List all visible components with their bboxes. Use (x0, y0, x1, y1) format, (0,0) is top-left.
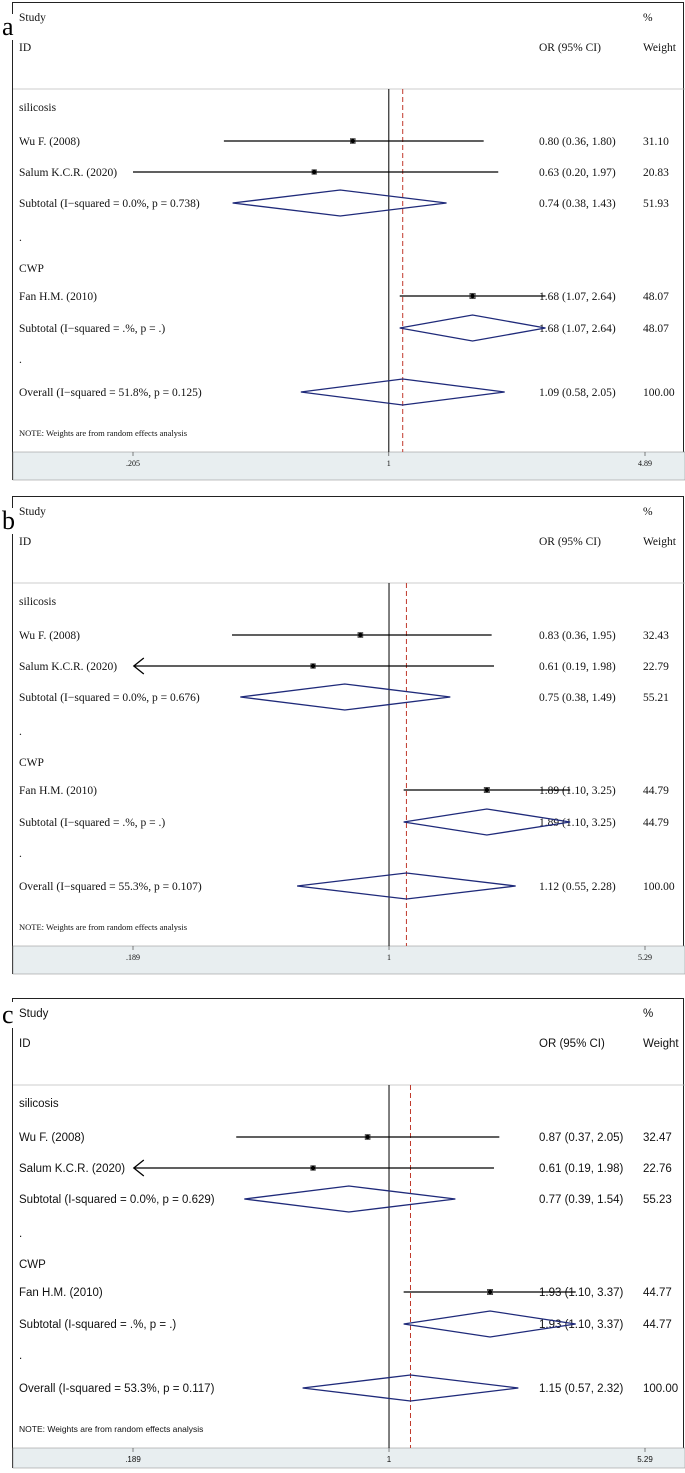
axis-band (13, 1448, 685, 1468)
x-tick-label: 1 (387, 953, 392, 962)
panel-label-b: b (2, 506, 15, 535)
x-tick-label: 5.29 (638, 953, 652, 962)
forest-plot-c (12, 998, 684, 1468)
weight-value: 100.00 (643, 1383, 679, 1395)
row-label-dot: . (19, 354, 22, 366)
weight-value: 22.79 (643, 661, 669, 673)
header-percent: % (643, 506, 653, 518)
or-ci-value: 0.63 (0.20, 1.97) (539, 167, 616, 179)
or-ci-value: 0.83 (0.36, 1.95) (539, 630, 616, 642)
row-label-dot: . (19, 1228, 23, 1240)
row-label-overall: Overall (I-squared = 53.3%, p = 0.117) (19, 1383, 215, 1395)
row-label-dot: . (19, 848, 22, 860)
or-ci-value: 1.68 (1.07, 2.64) (539, 323, 616, 335)
weight-value: 48.07 (643, 323, 669, 335)
x-tick-label: 1 (386, 1455, 392, 1464)
row-label-subtotal: Subtotal (I−squared = 0.0%, p = 0.738) (19, 198, 200, 210)
x-tick-label: .189 (126, 953, 140, 962)
header-weight: Weight (643, 1038, 679, 1050)
row-label-overall: Overall (I−squared = 55.3%, p = 0.107) (19, 881, 202, 893)
panel-label-a: a (2, 12, 14, 41)
row-label-study: Wu F. (2008) (19, 630, 80, 642)
forest-plot-a (12, 2, 684, 480)
header-id: ID (19, 1038, 31, 1050)
point-estimate-dot (358, 633, 362, 637)
or-ci-value: 0.61 (0.19, 1.98) (539, 661, 616, 673)
forest-svg (13, 497, 685, 975)
subtotal-diamond (240, 684, 450, 710)
panel-label-c: c (2, 1000, 14, 1029)
row-label-group: silicosis (19, 1098, 59, 1110)
or-ci-value: 1.09 (0.58, 2.05) (539, 387, 616, 399)
row-label-group: CWP (19, 757, 44, 769)
point-estimate-dot (312, 170, 316, 174)
or-ci-value: 1.93 (1.10, 3.37) (539, 1287, 624, 1299)
weight-value: 22.76 (643, 1163, 672, 1175)
row-label-dot: . (19, 726, 22, 738)
or-ci-value: 1.89 (1.10, 3.25) (539, 785, 616, 797)
row-label-dot: . (19, 232, 22, 244)
header-or-ci: OR (95% CI) (539, 42, 601, 54)
header-study: Study (19, 12, 46, 24)
or-ci-value: 1.68 (1.07, 2.64) (539, 291, 616, 303)
point-estimate-dot (488, 1290, 492, 1294)
row-label-subtotal: Subtotal (I-squared = .%, p = .) (19, 1319, 177, 1331)
header-id: ID (19, 536, 32, 548)
weight-value: 20.83 (643, 167, 669, 179)
weight-value: 31.10 (643, 136, 669, 148)
weights-note: NOTE: Weights are from random effects analysis (19, 428, 188, 438)
weight-value: 100.00 (643, 387, 675, 399)
row-label-overall: Overall (I−squared = 51.8%, p = 0.125) (19, 387, 202, 399)
row-label-study: Fan H.M. (2010) (19, 291, 97, 303)
header-study: Study (19, 1008, 49, 1020)
row-label-group: silicosis (19, 596, 57, 608)
row-label-group: silicosis (19, 102, 57, 114)
point-estimate-dot (351, 139, 355, 143)
row-label-subtotal: Subtotal (I−squared = .%, p = .) (19, 323, 166, 335)
weight-value: 44.79 (643, 817, 669, 829)
x-tick-label: .189 (125, 1455, 141, 1464)
x-tick-label: 4.89 (638, 459, 652, 468)
row-label-study: Fan H.M. (2010) (19, 1287, 103, 1299)
row-label-study: Salum K.C.R. (2020) (19, 1163, 126, 1175)
point-estimate-dot (311, 1166, 315, 1170)
weight-value: 32.43 (643, 630, 669, 642)
row-label-group: CWP (19, 263, 44, 275)
header-study: Study (19, 506, 46, 518)
row-label-study: Wu F. (2008) (19, 1132, 85, 1144)
or-ci-value: 0.87 (0.37, 2.05) (539, 1132, 624, 1144)
weight-value: 51.93 (643, 198, 669, 210)
or-ci-value: 1.15 (0.57, 2.32) (539, 1383, 624, 1395)
or-ci-value: 0.61 (0.19, 1.98) (539, 1163, 624, 1175)
subtotal-diamond (233, 190, 447, 216)
row-label-study: Salum K.C.R. (2020) (19, 661, 118, 673)
point-estimate-dot (485, 788, 489, 792)
header-or-ci: OR (95% CI) (539, 1038, 605, 1050)
weights-note: NOTE: Weights are from random effects analysis (19, 1424, 204, 1434)
subtotal-diamond (244, 1186, 455, 1212)
axis-band (13, 452, 685, 480)
weight-value: 32.47 (643, 1132, 672, 1144)
x-tick-label: 5.29 (637, 1455, 653, 1464)
or-ci-value: 1.12 (0.55, 2.28) (539, 881, 616, 893)
header-percent: % (643, 12, 653, 24)
or-ci-value: 0.75 (0.38, 1.49) (539, 692, 616, 704)
point-estimate-dot (365, 1135, 369, 1139)
weight-value: 55.21 (643, 692, 669, 704)
weight-value: 44.77 (643, 1319, 672, 1331)
row-label-subtotal: Subtotal (I-squared = 0.0%, p = 0.629) (19, 1194, 215, 1206)
header-percent: % (643, 1008, 654, 1020)
axis-band (13, 946, 685, 974)
weight-value: 48.07 (643, 291, 669, 303)
point-estimate-dot (311, 664, 315, 668)
header-or-ci: OR (95% CI) (539, 536, 601, 548)
x-tick-label: 1 (386, 459, 391, 468)
header-weight: Weight (643, 536, 676, 548)
or-ci-value: 0.74 (0.38, 1.43) (539, 198, 616, 210)
row-label-subtotal: Subtotal (I−squared = 0.0%, p = 0.676) (19, 692, 200, 704)
row-label-subtotal: Subtotal (I−squared = .%, p = .) (19, 817, 166, 829)
row-label-study: Wu F. (2008) (19, 136, 80, 148)
or-ci-value: 0.80 (0.36, 1.80) (539, 136, 616, 148)
weight-value: 55.23 (643, 1194, 672, 1206)
weights-note: NOTE: Weights are from random effects analysis (19, 922, 188, 932)
row-label-study: Salum K.C.R. (2020) (19, 167, 118, 179)
row-label-study: Fan H.M. (2010) (19, 785, 97, 797)
header-weight: Weight (643, 42, 676, 54)
forest-svg (13, 3, 685, 481)
forest-svg (13, 999, 685, 1469)
or-ci-value: 1.89 (1.10, 3.25) (539, 817, 616, 829)
or-ci-value: 0.77 (0.39, 1.54) (539, 1194, 624, 1206)
weight-value: 44.79 (643, 785, 669, 797)
header-id: ID (19, 42, 32, 54)
x-tick-label: .205 (126, 459, 140, 468)
forest-plot-b (12, 496, 684, 974)
row-label-group: CWP (19, 1259, 46, 1271)
or-ci-value: 1.93 (1.10, 3.37) (539, 1319, 624, 1331)
weight-value: 100.00 (643, 881, 675, 893)
row-label-dot: . (19, 1350, 23, 1362)
weight-value: 44.77 (643, 1287, 672, 1299)
point-estimate-dot (470, 294, 474, 298)
subtotal-diamond (400, 315, 546, 341)
